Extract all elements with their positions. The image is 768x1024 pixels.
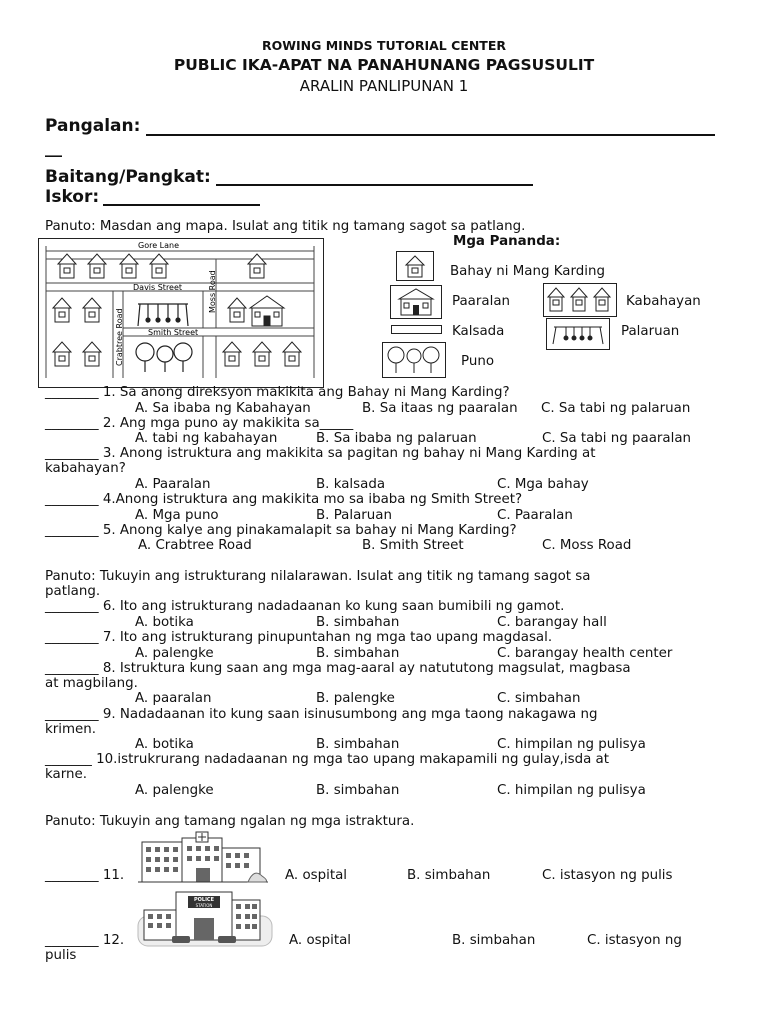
q12-option-c-cont: pulis [45,948,77,963]
q3-option-a: A. Paaralan [135,477,211,492]
q4-option-b: B. Palaruan [316,508,392,523]
question-7: ________ 7. Ito ang istrukturang pinupuntahan ng mga tao upang magdasal. [45,630,553,645]
legend-title: Mga Pananda: [453,234,561,249]
name-line-overflow: __ [45,138,62,158]
question-2: ________ 2. Ang mga puno ay makikita sa_____ [45,416,354,431]
answer-blank[interactable]: ________ [45,416,99,431]
q7-option-b: B. simbahan [316,646,400,661]
q4-option-c: C. Paaralan [497,508,573,523]
street-label-davis: Davis Street [133,283,183,292]
street-label-smith: Smith Street [148,328,199,337]
q2-option-c: C. Sa tabi ng paaralan [542,431,692,446]
q9-option-c: C. himpilan ng pulisya [497,737,646,752]
q10-option-b: B. simbahan [316,783,400,798]
name-field[interactable] [45,116,140,136]
street-label-moss: Moss Road [208,270,217,313]
question-9-cont: krimen. [45,722,97,737]
legend-houses-label: Kabahayan [626,294,701,309]
question-4: ________ 4.Anong istruktura ang makikita mo sa ibaba ng Smith Street? [45,492,523,507]
road-legend-icon [391,325,442,335]
hospital-image [138,830,270,888]
house-legend-icon [396,251,434,281]
q6-option-a: A. botika [135,615,194,630]
q9-option-b: B. simbahan [316,737,400,752]
q5-option-c: C. Moss Road [542,538,632,553]
answer-blank[interactable]: ________ [45,446,99,461]
q9-option-a: A. botika [135,737,194,752]
grade-label: Baitang/Pangkat: [45,167,211,187]
q1-option-b: B. Sa itaas ng paaralan [362,401,518,416]
answer-blank[interactable]: ________ [45,661,99,676]
q10-option-a: A. palengke [135,783,214,798]
legend-road-label: Kalsada [452,324,505,339]
playground-legend-icon [546,318,610,350]
q2-option-a: A. tabi ng kabahayan [135,431,278,446]
score-label: Iskor: [45,187,100,207]
question-10: _______ 10.istrukrurang nadadaanan ng mga tao upang makapamili ng gulay,isda at [45,752,610,767]
q10-option-c: C. himpilan ng pulisya [497,783,646,798]
answer-blank[interactable]: ________ [45,707,99,722]
exam-title: PUBLIC IKA-APAT NA PANAHUNANG PAGSUSULIT [173,56,595,74]
question-8: ________ 8. Istruktura kung saan ang mga mag-aaral ay natututong magsulat, magbasa [45,661,631,676]
legend-school-label: Paaralan [452,294,511,309]
answer-blank[interactable]: ________ [45,868,99,883]
subject-title: ARALIN PANLIPUNAN 1 [299,77,469,95]
q12-option-b: B. simbahan [452,933,536,948]
q5-option-a: A. Crabtree Road [138,538,252,553]
name-line[interactable] [146,134,715,136]
question-5: ________ 5. Anong kalye ang pinakamalapit sa bahay ni Mang Karding? [45,523,517,538]
police-sign-text-2: STATION [195,903,213,908]
neighborhood-map [38,238,324,388]
q8-option-b: B. palengke [316,691,395,706]
q5-option-b: B. Smith Street [362,538,464,553]
question-11: ________ 11. [45,868,125,883]
question-6: ________ 6. Ito ang istrukturang nadadaanan ko kung saan bumibili ng gamot. [45,599,565,614]
question-1: ________ 1. Sa anong direksyon makikita ang Bahay ni Mang Karding? [45,385,510,400]
question-10-cont: karne. [45,767,87,782]
houses-legend-icon [543,283,617,317]
question-12: ________ 12. [45,933,125,948]
instruction-2: Panuto: Tukuyin ang istrukturang nilalarawan. Isulat ang titik ng tamang sagot sa [45,569,591,584]
school-legend-icon [390,285,442,319]
q11-option-b: B. simbahan [407,868,491,883]
instruction-2-cont: patlang. [45,584,101,599]
answer-blank[interactable]: _______ [45,752,92,767]
q7-option-a: A. palengke [135,646,214,661]
q6-option-c: C. barangay hall [497,615,607,630]
score-line[interactable] [103,204,260,206]
question-9: ________ 9. Nadadaanan ito kung saan isinusumbong ang mga taong nakagawa ng [45,707,598,722]
q4-option-a: A. Mga puno [135,508,219,523]
q7-option-c: C. barangay health center [497,646,673,661]
answer-blank[interactable]: ________ [45,599,99,614]
police-sign-text: POLICE [193,897,215,903]
q1-option-c: C. Sa tabi ng palaruan [541,401,691,416]
answer-blank[interactable]: ________ [45,492,99,507]
legend-tree-label: Puno [461,354,495,369]
q3-option-c: C. Mga bahay [497,477,589,492]
question-3-cont: kabahayan? [45,461,126,476]
school-name: ROWING MINDS TUTORIAL CENTER [261,38,506,53]
legend-house-label: Bahay ni Mang Karding [450,264,605,279]
q12-option-c: C. istasyon ng [587,933,682,948]
q8-option-c: C. simbahan [497,691,581,706]
police-station-image [136,886,274,948]
answer-blank[interactable]: ________ [45,385,99,400]
question-8-cont: at magbilang. [45,676,138,691]
question-3: ________ 3. Anong istruktura ang makikita sa pagitan ng bahay ni Mang Karding at [45,446,596,461]
instruction-1: Panuto: Masdan ang mapa. Isulat ang titik ng tamang sagot sa patlang. [45,219,526,234]
instruction-3: Panuto: Tukuyin ang tamang ngalan ng mga istraktura. [45,814,415,829]
q11-option-c: C. istasyon ng pulis [542,868,673,883]
answer-blank[interactable]: ________ [45,630,99,645]
street-label-gore: Gore Lane [138,241,180,250]
q11-option-a: A. ospital [285,868,348,883]
q2-option-b: B. Sa ibaba ng palaruan [316,431,477,446]
q3-option-b: B. kalsada [316,477,386,492]
q8-option-a: A. paaralan [135,691,212,706]
street-label-crabtree: Crabtree Road [115,308,124,366]
legend-playground-label: Palaruan [621,324,680,339]
q12-option-a: A. ospital [289,933,352,948]
q6-option-b: B. simbahan [316,615,400,630]
grade-line[interactable] [216,184,533,186]
answer-blank[interactable]: ________ [45,523,99,538]
tree-legend-icon [382,342,446,378]
name-label: Pangalan: [45,116,141,136]
q1-option-a: A. Sa ibaba ng Kabahayan [135,401,311,416]
answer-blank[interactable]: ________ [45,933,99,948]
